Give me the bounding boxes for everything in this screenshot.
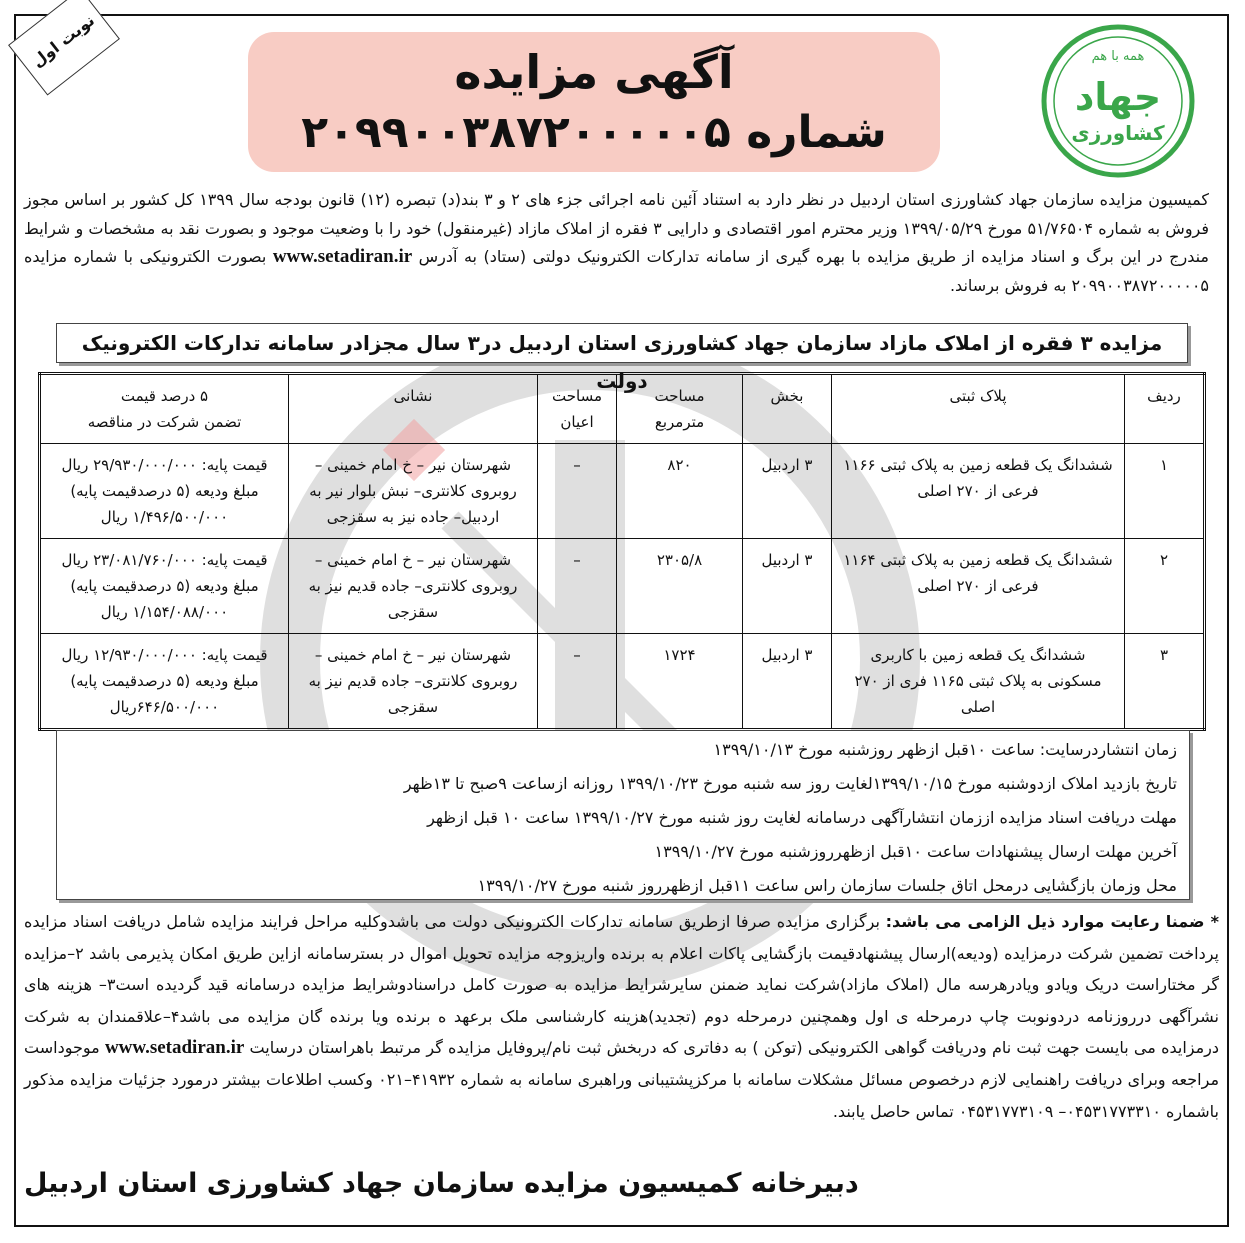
intro-website-link[interactable]: www.setadiran.ir [272,246,413,267]
conditions-body: برگزاری مزایده صرفا ازطریق سامانه تدارکات الکترونیکی دولت می باشدوکلیه مراحل فرایند مزایده شامل دریافت اسناد مزایده پرداخت تضمین شرکت درمزایده (ودیعه)ارسال پیشنهادقیمت بازگشایی پاکات اعلام به برنده واریزوجه مزایده تحویل اموال در بسترسامانه ازاین طریق امکان پذیرمی باشد ۲–مزایده گر مختاراست دریک ویادو ویادرهرسه مال (املاک مازاد)شرکت نماید ضمنن سایرشرایط مزایده به صورت کامل دراسنادوشرایط مزایده درسامانه قید گردیده است۳– هزینه های نشرآگهی درروزنامه دردونوبت چاپ درمرحله ی اول وهمچنین درمرحله دوم (تجدید)هزینه کارشناسی ملک برعهد ه برنده ویا برنده گان مزایده می باشد۴–علاقمندان به شرکت درمزایده می بایست جهت ثبت نام ودریافت گواهی الکترونیکی (توکن ) به دفاتری که دربخش ثبت نام/پروفایل مزایده گر مرتبط باهراستان درسایت [24,912,1220,1058]
header-area: مساحت مترمربع [617,374,743,444]
table-row [40,634,1205,730]
cell-building-area: – [538,444,617,539]
cell-plate: ششدانگ یک قطعه زمین به پلاک ثبتی ۱۱۶۴ فرعی از ۲۷۰ اصلی [832,539,1125,634]
schedule-line-opening: محل وزمان بازگشایی درمحل اتاق جلسات سازمان راس ساعت ۱۱قبل ازظهرروز شنبه مورخ ۱۳۹۹/۱۰/۲۷ [477,876,1177,895]
header-guarantee: ۵ درصد قیمت تضمن شرکت در مناقصه [40,374,289,444]
conditions-website-link[interactable]: www.setadiran.ir [104,1037,245,1059]
properties-table [38,372,1206,731]
cell-area: ۱۷۲۴ [617,634,743,730]
schedule-box [56,730,1190,900]
header-section: بخش [743,374,832,444]
cell-row-number: ۲ [1125,539,1205,634]
table-row [40,539,1205,634]
page-title: آگهی مزایده [454,45,734,99]
header-plate: پلاک ثبتی [832,374,1125,444]
conditions-paragraph [24,906,1219,1127]
cell-section: ۳ اردبیل [743,539,832,634]
footer-signature: دبیرخانه کمیسیون مزایده سازمان جهاد کشاورزی استان اردبیل [24,1168,859,1199]
cell-building-area: – [538,539,617,634]
cell-plate: ششدانگ یک قطعه زمین با کاربری مسکونی به پلاک ثبتی ۱۱۶۵ فری از ۲۷۰ اصلی [832,634,1125,730]
logo-main-text: جهاد [1074,75,1162,119]
table-row [40,444,1205,539]
header-address: نشانی [289,374,538,444]
cell-section: ۳ اردبیل [743,634,832,730]
cell-guarantee: قیمت پایه: ۲۹/۹۳۰/۰۰۰/۰۰۰ ریال مبلغ ودیعه (۵ درصدقیمت پایه) ۱/۴۹۶/۵۰۰/۰۰۰ ریال [40,444,289,539]
intro-tail: بصورت الکترونیکی با شماره مزایده ۲۰۹۹۰۰۳۸۷۲۰۰۰۰۰۵ به فروش برساند. [24,247,1209,295]
cell-address: شهرستان نیر – خ امام خمینی – روبروی کلانتری– جاده قدیم نیز به سقزجی [289,634,538,730]
cell-address: شهرستان نیر – خ امام خمینی – روبروی کلانتری– جاده قدیم نیز به سقزجی [289,539,538,634]
schedule-line-deadline: آخرین مهلت ارسال پیشنهادات ساعت ۱۰قبل ازظهرروزشنبه مورخ ۱۳۹۹/۱۰/۲۷ [654,842,1177,861]
auction-subtitle: مزایده ۳ فقره از املاک مازاد سازمان جهاد کشاورزی استان اردبیل در۳ سال مجزادر سامانه تدارکات الکترونیک دولت [56,323,1188,363]
conditions-tail: موجوداست مراجعه وبرای دریافت راهنمایی لازم درخصوص مسائل مشکلات سامانه با مرکزپشتیبانی وراهبری سامانه به شماره ۴۱۹۳۲–۰۲۱ وکسب اطلاعات بیشتر درمورد جزئیات مزایده مذکور باشماره ۰۴۵۳۱۷۷۳۳۱۰– ۰۴۵۳۱۷۷۳۱۰۹ تماس حاصل یابند. [24,1038,1220,1121]
conditions-lead: * ضمنا رعایت موارد ذیل الزامی می باشد: [885,912,1220,931]
insertion-badge: نوبت اول [8,0,120,96]
intro-paragraph [24,186,1209,300]
title-box [248,32,940,172]
cell-address: شهرستان نیر – خ امام خمینی – روبروی کلانتری– نبش بلوار نیر به اردبیل– جاده نیز به سقزجی [289,444,538,539]
logo-sub-text: کشاورزی [1071,121,1165,145]
cell-plate: ششدانگ یک قطعه زمین به پلاک ثبتی ۱۱۶۶ فرعی از ۲۷۰ اصلی [832,444,1125,539]
cell-row-number: ۱ [1125,444,1205,539]
header-building-area: مساحت اعیان [538,374,617,444]
header-row-number: ردیف [1125,374,1205,444]
cell-guarantee: قیمت پایه: ۲۳/۰۸۱/۷۶۰/۰۰۰ ریال مبلغ ودیعه (۵ درصدقیمت پایه) ۱/۱۵۴/۰۸۸/۰۰۰ ریال [40,539,289,634]
schedule-line-visit: تاریخ بازدید املاک ازدوشنبه مورخ ۱۳۹۹/۱۰/۱۵لغایت روز سه شنبه مورخ ۱۳۹۹/۱۰/۲۳ روزانه ازساعت ۹صبح تا ۱۳ظهر [403,774,1177,793]
cell-building-area: – [538,634,617,730]
intro-text: کمیسیون مزایده سازمان جهاد کشاورزی استان اردبیل در نظر دارد به استناد آئین نامه اجرائی جزء های ۲ و ۳ بند(د) تبصره (۱۲) قانون بودجه سال ۱۳۹۹ کل کشور بر اساس مجوز فروش به شماره ۵۱/۷۶۵۰۴ مورخ ۱۳۹۹/۰۵/۲۹ وزیر محترم امور اقتصادی و دارایی ۳ فقره از املاک مازاد (غیرمنقول) خود را با وضعیت موجود و بصورت نقد به مشخصات و شرایط مندرج در این برگ و اسناد مزایده از طریق مزایده با بهره گیری از سامانه تدارکات الکترونیک دولتی (ستاد) به آدرس [24,190,1210,266]
schedule-line-documents: مهلت دریافت اسناد مزایده اززمان انتشارآگهی درسامانه لغایت روز شنبه مورخ ۱۳۹۹/۱۰/۲۷ ساعت ۱۰ قبل ازظهر [427,808,1177,827]
cell-guarantee: قیمت پایه: ۱۲/۹۳۰/۰۰۰/۰۰۰ ریال مبلغ ودیعه (۵ درصدقیمت پایه) ۶۴۶/۵۰۰/۰۰۰ریال [40,634,289,730]
schedule-line-publish: زمان انتشاردرسایت: ساعت ۱۰قبل ازظهر روزشنبه مورخ ۱۳۹۹/۱۰/۱۳ [713,740,1177,759]
cell-area: ۲۳۰۵/۸ [617,539,743,634]
auction-number: شماره ۲۰۹۹۰۰۳۸۷۲۰۰۰۰۰۵ [301,107,887,158]
cell-row-number: ۳ [1125,634,1205,730]
logo-top-text: همه با هم [1091,49,1145,64]
cell-area: ۸۲۰ [617,444,743,539]
jahad-logo [1039,22,1197,180]
table-header-row [40,374,1205,444]
cell-section: ۳ اردبیل [743,444,832,539]
